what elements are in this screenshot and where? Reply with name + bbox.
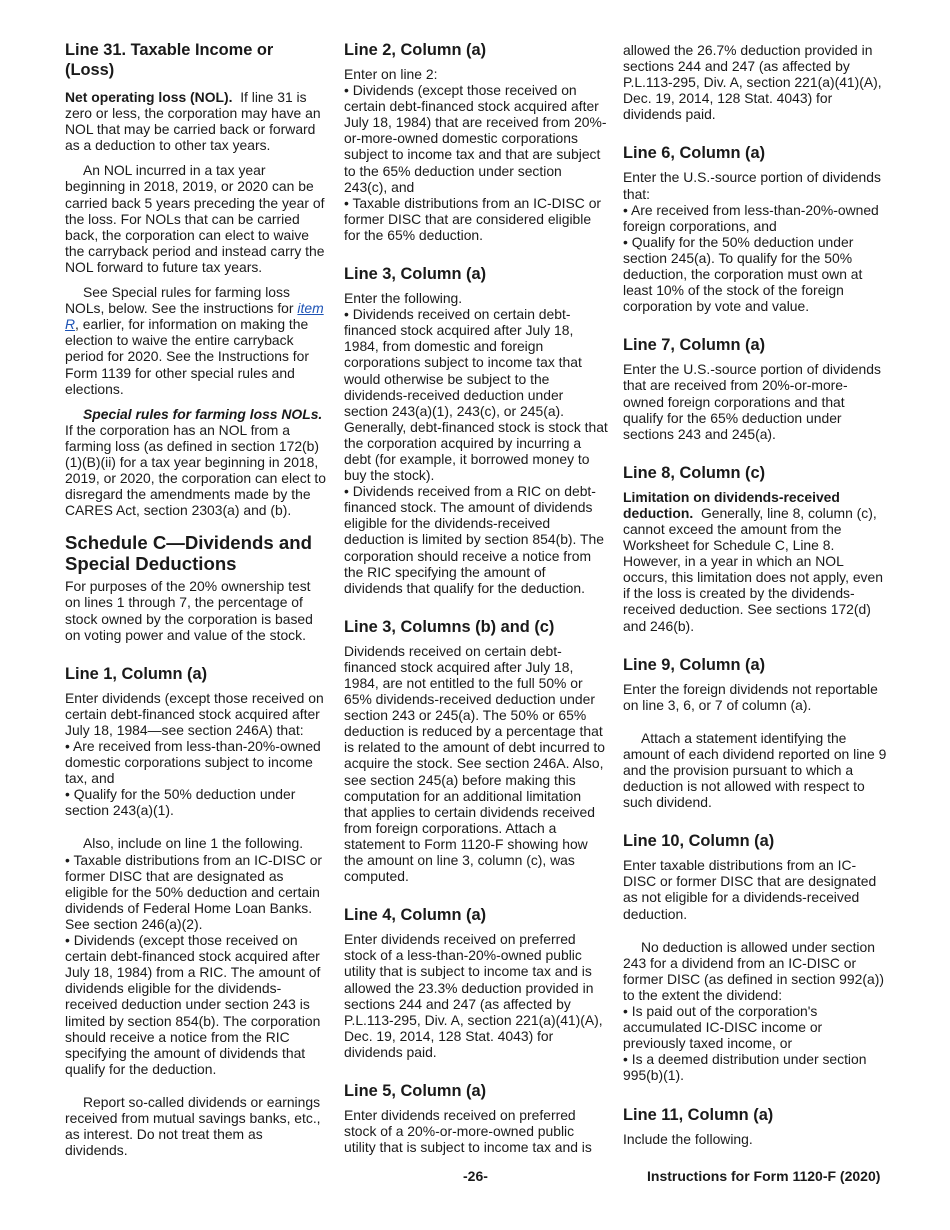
nol-p3-text-b: , earlier, for information on making the election to waive the entire carryback period for 2020. See the Instructions for Form 1139 for other special rules and elections. [65, 316, 310, 397]
heading-line-8: Line 8, Column (c) [623, 463, 766, 482]
heading-line-6: Line 6, Column (a) [623, 144, 766, 163]
line7-paragraph: Enter the U.S.-source portion of dividends that are received from 20%-or-more-owned foreign corporations and that qualify for the 65% deduction under sections 243 and 245(a). [623, 361, 881, 442]
line2-bullet-2: • Taxable distributions from an IC-DISC or former DISC that are considered eligible for the 65% deduction. [344, 194, 602, 243]
line8-label: Limitation on dividends-received deduction. [623, 488, 840, 521]
line1-bullet-3: • Taxable distributions from an IC-DISC or former DISC that are designated as eligible for the 50% deduction and certain dividends of Federal Home Loan Banks. See section 246(a)(2). [65, 851, 323, 932]
item-r-link[interactable]: item R [65, 300, 324, 333]
line2-paragraph: Enter on line 2: [344, 66, 438, 82]
line3bc-paragraph: Dividends received on certain debt-financed stock acquired after July 18, 1984, are not entitled to the full 50% or 65% dividends-received deduction under section 243 or 245(a). The 50% or 65% deduction is reduced by a percentage that is related to the amount of debt incurred to acquire the stock. See section 246A. Also, see section 245(a) before making this computation for an additional limitation that applies to certain dividends received from foreign corporations. Attach a statement to Form 1120-F showing how the amount on line 3, column (c), was computed. [344, 642, 605, 885]
heading-line-31: Line 31. Taxable Income or (Loss) [65, 41, 274, 79]
heading-line-2: Line 2, Column (a) [344, 41, 487, 59]
column-2 [344, 40, 608, 1155]
line2-bullet-1: • Dividends (except those received on certain debt-financed stock acquired after July 18, 1984) that are received from 20%-or-more-owned domestic corporations subject to income tax and that are subject to the 65% deduction under section 243(c), and [344, 82, 607, 195]
line9-paragraph: Enter the foreign dividends not reportable on line 3, 6, or 7 of column (a). [623, 680, 878, 713]
line1-paragraph: Enter dividends (except those received on certain debt-financed stock acquired after July 18, 1984—see section 246A) that: [65, 689, 324, 738]
line11-paragraph: Include the following. [623, 1130, 753, 1147]
nol-paragraph [65, 89, 327, 153]
line10-bullet-2: • Is a deemed distribution under section 995(b)(1). [623, 1051, 867, 1084]
farming-paragraph [65, 406, 327, 519]
heading-line-10: Line 10, Column (a) [623, 832, 775, 851]
form-title-footer: Instructions for Form 1120-F (2020) [647, 1168, 881, 1184]
nol-paragraph-2: An NOL incurred in a tax year beginning in 2018, 2019, or 2020 can be carried back 5 years preceding the year of the loss. For NOLs that can be carried back, the corporation can elect to waive the carryback period and instead carry the NOL forward to future tax years. [65, 162, 325, 275]
nol-paragraph-3 [65, 284, 327, 397]
nol-label: Net operating loss (NOL). [65, 89, 233, 105]
line6-bullet-1: • Are received from less-than-20%-owned foreign corporations, and [623, 201, 879, 234]
heading-line-1: Line 1, Column (a) [65, 664, 208, 683]
heading-schedule-c: Schedule C—Dividends and Special Deductions [65, 532, 312, 575]
line3-paragraph: Enter the following. [344, 290, 463, 307]
heading-line-4: Line 4, Column (a) [344, 906, 487, 925]
line6-bullet-2: • Qualify for the 50% deduction under section 245(a). To qualify for the 50% deduction, the corporation must own at least 10% of the stock of the foreign corporation by vote and value. [623, 233, 863, 315]
line3-bullet-1: • Dividends received on certain debt-financed stock acquired after July 18, 1984, from domestic and foreign corporations subject to income tax that would otherwise be subject to the dividends-received deduction under section 243(a)(1), 243(c), or 245(a). Generally, debt-financed stock is stock that the corporation acquired by incurring a debt (for example, it borrowed money to buy the stock). [344, 306, 608, 484]
line10-paragraph: Enter taxable distributions from an IC-DISC or former DISC that are designated as not eligible for a dividends-received deduction. [623, 857, 877, 922]
page-number: -26- [463, 1168, 488, 1184]
schedule-c-paragraph: For purposes of the 20% ownership test on lines 1 through 7, the percentage of stock owned by the corporation is based on voting power and value of the stock. [65, 578, 313, 643]
heading-line-11: Line 11, Column (a) [623, 1105, 774, 1124]
nol-p3-text-a: See Special rules for farming loss NOLs, below. See the instructions for [65, 284, 294, 317]
column-3 [623, 40, 887, 1147]
line4-paragraph: Enter dividends received on preferred stock of a less-than-20%-owned public utility that is subject to income tax and is allowed the 23.3% deduction provided in sections 244 and 247 (as affected by P.L.113-295, Div. A, section 221(a)(41)(A), Dec. 19, 2014, 128 Stat. 4043) for dividends paid. [344, 931, 603, 1060]
line5-paragraph: Enter dividends received on preferred stock of a 20%-or-more-owned public utility that is subject to income tax and is [344, 1106, 592, 1156]
line1-bullet-4: • Dividends (except those received on certain debt-financed stock acquired after July 18, 1984) from a RIC. The amount of dividends eligible for the dividends-received deduction under section 243 is limited by section 854(b). The corporation should receive a notice from the RIC specifying the amount of dividends that qualify for the deduction. [65, 932, 321, 1077]
line9-paragraph-2: Attach a statement identifying the amount of each dividend reported on line 9 and the provision pursuant to which a deduction is not allowed with respect to such dividend. [623, 729, 887, 811]
farming-label: Special rules for farming loss NOLs. [83, 405, 323, 422]
farming-text: If the corporation has an NOL from a farming loss (as defined in section 172(b)(1)(B)(ii) for a tax year beginning in 2018, 2019, or 2020, the corporation can elect to disregard the amendments made by the CARES Act, section 2303(a) and (b). [65, 421, 327, 519]
line1-bullet-2: • Qualify for the 50% deduction under section 243(a)(1). [65, 786, 296, 819]
heading-line-5: Line 5, Column (a) [344, 1081, 487, 1100]
line10-bullet-1: • Is paid out of the corporation's accumulated IC-DISC income or previously taxed income, or [623, 1003, 823, 1052]
line1-paragraph-2: Also, include on line 1 the following. [83, 835, 304, 852]
column-1 [65, 40, 327, 1158]
line5-continuation: allowed the 26.7% deduction provided in sections 244 and 247 (as affected by P.L.113-295, Div. A, section 221(a)(41)(A), Dec. 19, 2014, 128 Stat. 4043) for dividends paid. [623, 42, 882, 123]
line3-bullet-2: • Dividends received from a RIC on debt-financed stock. The amount of dividends eligible for the dividends-received deduction is limited by section 854(b). The corporation should receive a notice from the RIC specifying the amount of dividends that qualify for the deduction. [344, 483, 604, 596]
line1-paragraph-3: Report so-called dividends or earnings received from mutual savings banks, etc., as interest. Do not treat them as dividends. [65, 1093, 321, 1159]
line10-paragraph-2: No deduction is allowed under section 243 for a dividend from an IC-DISC or former DISC (as defined in section 992(a)) to the extent the dividend: [623, 938, 884, 1003]
line8-paragraph [623, 489, 887, 634]
nol-text: If line 31 is zero or less, the corporation may have an NOL that may be carried back or forward as a deduction to other tax years. [65, 89, 321, 154]
line6-paragraph: Enter the U.S.-source portion of dividends that: [623, 169, 881, 202]
heading-line-3: Line 3, Column (a) [344, 265, 487, 284]
heading-line-7: Line 7, Column (a) [623, 336, 766, 355]
heading-line-3-bc: Line 3, Columns (b) and (c) [344, 617, 555, 636]
line1-bullet-1: • Are received from less-than-20%-owned domestic corporations subject to income tax, and [65, 738, 321, 787]
heading-line-9: Line 9, Column (a) [623, 655, 766, 674]
line8-text: Generally, line 8, column (c), cannot exceed the amount from the Worksheet for Schedule C, Line 8. However, in a year in which an NOL occurs, this limitation does not apply, even if the loss is created by the dividends-received deduction. See sections 172(d) and 246(b). [623, 504, 883, 634]
